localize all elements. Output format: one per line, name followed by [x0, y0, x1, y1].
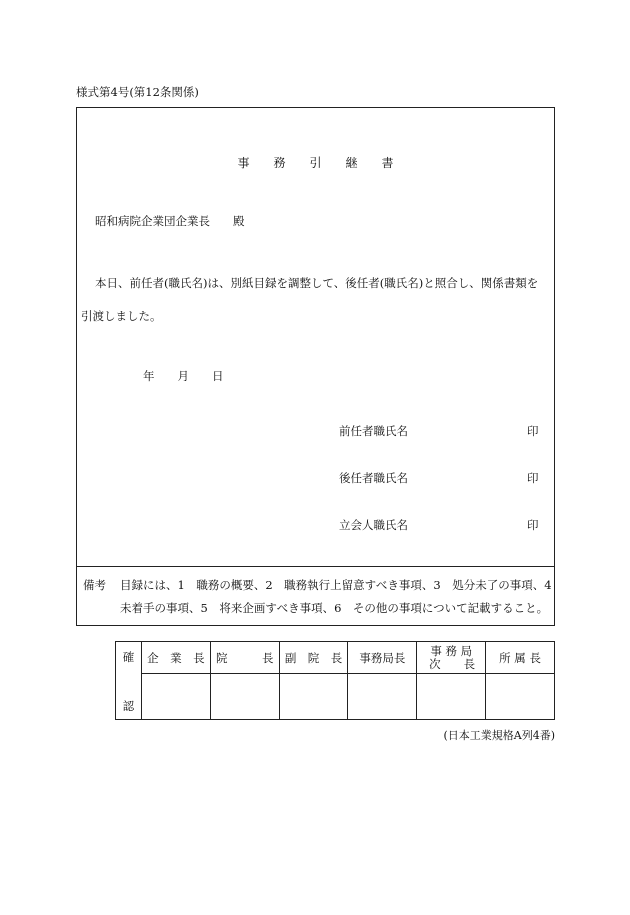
header-enterprise-director: 企 業 長	[142, 642, 211, 674]
seal-mark-predecessor: 印	[527, 424, 539, 438]
seal-cell-hospital-director[interactable]	[210, 674, 279, 720]
remarks-line-1: 目録には、1 職務の概要、2 職務執行上留意すべき事項、3 処分未了の事項、4	[120, 578, 552, 592]
header-secretariat-chief: 事務局長	[348, 642, 417, 674]
signature-label-predecessor: 前任者職氏名	[339, 424, 408, 438]
body-text-line-2: 引渡しました。	[81, 309, 162, 323]
remarks-heading: 備考	[83, 578, 106, 592]
body-text-line-1: 本日、前任者(職氏名)は、別紙目録を調整して、後任者(職氏名)と照合し、関係書類を	[95, 276, 539, 290]
seal-mark-successor: 印	[527, 471, 539, 485]
document-frame	[76, 107, 555, 626]
header-secretariat-deputy-line2: 次 長	[429, 656, 476, 671]
header-deputy-director: 副 院 長	[279, 642, 348, 674]
form-label: 様式第4号(第12条関係)	[76, 85, 199, 99]
seal-cell-department-head[interactable]	[486, 674, 555, 720]
date-line: 年 月 日	[143, 369, 224, 383]
seal-cell-enterprise-director[interactable]	[142, 674, 211, 720]
seal-cell-deputy-director[interactable]	[279, 674, 348, 720]
confirmation-label-cell	[116, 642, 142, 720]
header-department-head: 所 属 長	[486, 642, 555, 674]
seal-cell-secretariat-deputy[interactable]	[417, 674, 486, 720]
confirmation-table	[115, 641, 555, 720]
signature-label-witness: 立会人職氏名	[339, 518, 408, 532]
seal-cell-secretariat-chief[interactable]	[348, 674, 417, 720]
signature-label-successor: 後任者職氏名	[339, 471, 408, 485]
standard-size-note: (日本工業規格A列4番)	[443, 729, 555, 742]
header-hospital-director: 院 長	[210, 642, 279, 674]
addressee: 昭和病院企業団企業長 殿	[95, 214, 245, 228]
confirmation-label-bottom: 認	[122, 699, 135, 713]
seal-mark-witness: 印	[527, 518, 539, 532]
document-title: 事 務 引 継 書	[237, 156, 394, 170]
header-secretariat-deputy	[417, 642, 486, 674]
remarks-divider	[77, 566, 554, 567]
header-secretariat-deputy-line1: 事 務 局	[430, 643, 473, 658]
confirmation-label-top: 確	[122, 650, 135, 664]
remarks-line-2: 未着手の事項、5 将来企画すべき事項、6 その他の事項について記載すること。	[120, 601, 549, 615]
